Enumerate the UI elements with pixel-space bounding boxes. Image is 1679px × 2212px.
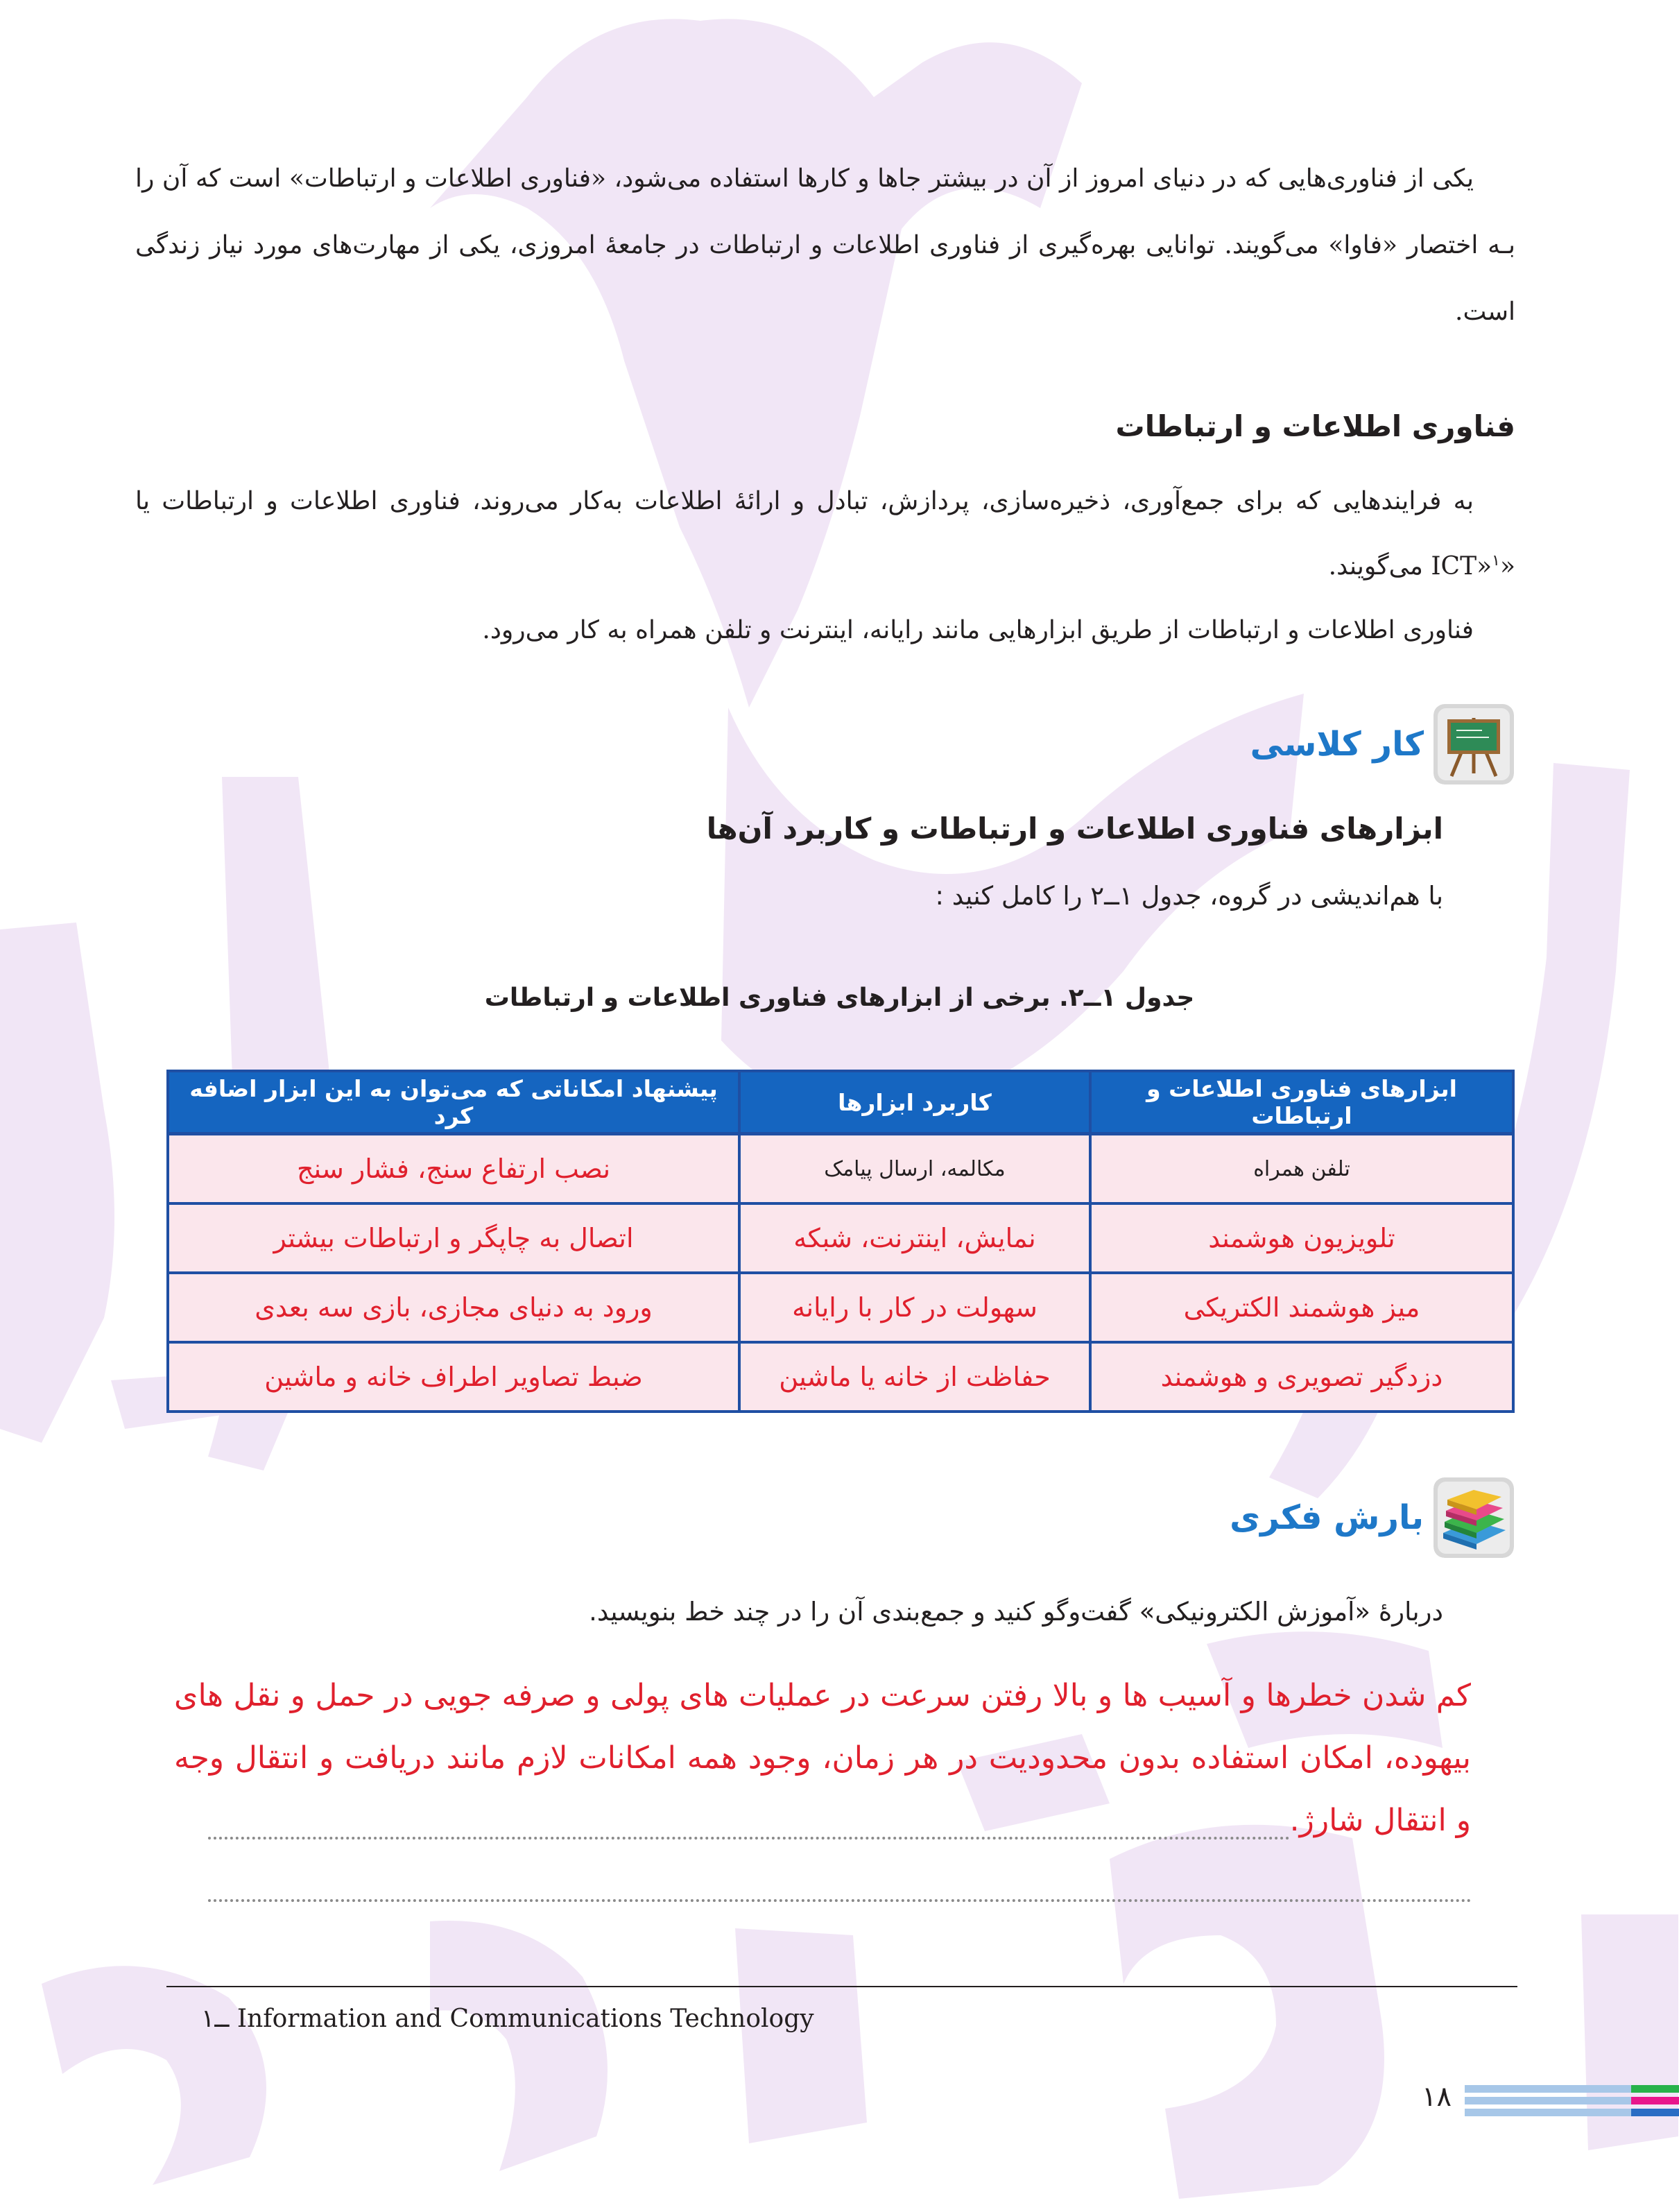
header-tools: ابزارهای فناوری اطلاعات و ارتباطات bbox=[1090, 1071, 1513, 1134]
intro-paragraph: یکی از فناوری‌هایی که در دنیای امروز از آن در بیشتر جاها و کارها استفاده می‌شود، «فناوری اطلاعات و ارتباطات» است که آن را بـه اختصار «فاوا» می‌گویند. توانایی بهره‌گیری از فناوری اطلاعات و ارتباطات در جامعهٔ امروزی، یکی از مهارت‌های مورد نیاز زندگی است. bbox=[135, 164, 1515, 326]
brainstorm-title bbox=[1230, 1477, 1514, 1558]
table-cell: تلویزیون هوشمند bbox=[1090, 1203, 1513, 1273]
table-cell: دزدگیر تصویری و هوشمند bbox=[1090, 1342, 1513, 1412]
classwork-title-text: کار کلاسی bbox=[1250, 725, 1424, 764]
page-number: ۱۸ bbox=[1422, 2081, 1452, 2113]
classwork-title bbox=[1250, 704, 1514, 785]
table-cell: نصب ارتفاع سنج، فشار سنج bbox=[168, 1134, 739, 1204]
table-row bbox=[168, 1203, 1513, 1273]
section-heading: فناوری اطلاعات و ارتباطات bbox=[1115, 409, 1515, 443]
definition-end: می‌گویند. bbox=[1328, 552, 1431, 581]
answer-dotted-line bbox=[208, 1899, 1472, 1902]
header-usage: کاربرد ابزارها bbox=[739, 1071, 1090, 1134]
footnote bbox=[201, 2005, 814, 2033]
easel-chalkboard-icon bbox=[1433, 704, 1514, 785]
classwork-instruction: با هم‌اندیشی در گروه، جدول ۱ــ۲ را کامل کنید : bbox=[935, 881, 1443, 911]
brainstorm-answer[interactable]: کم شدن خطرها و آسیب ها و بالا رفتن سرعت در عملیات های پولی و صرفه جویی در حمل و نقل های بیهوده، امکان استفاده بدون محدودیت در هر زمان، وجود همه امکانات لازم مانند دریافت و انتقال وجه و انتقال شارژ. bbox=[174, 1678, 1471, 1838]
table-cell: میز هوشمند الکتریکی bbox=[1090, 1273, 1513, 1342]
answer-dotted-line bbox=[208, 1837, 1290, 1840]
table-cell: تلفن همراه bbox=[1090, 1134, 1513, 1204]
brainstorm-title-text: بارش فکری bbox=[1230, 1498, 1424, 1537]
brainstorm-instruction: دربارهٔ «آموزش الکترونیکی» گفت‌وگو کنید و جمع‌بندی آن را در چند خط بنویسید. bbox=[589, 1597, 1443, 1627]
footnote-marker: ۱ bbox=[1492, 552, 1500, 569]
tools-paragraph: فناوری اطلاعات و ارتباطات از طریق ابزارهایی مانند رایانه، اینترنت و تلفن همراه به کار می‌رود. bbox=[482, 616, 1474, 644]
header-suggestions: پیشنهاد امکاناتی که می‌توان به این ابزار اضافه کرد bbox=[168, 1071, 739, 1134]
table-cell: نمایش، اینترنت، شبکه bbox=[739, 1203, 1090, 1273]
table-cell: مکالمه، ارسال پیامک bbox=[739, 1134, 1090, 1204]
table-row bbox=[168, 1134, 1513, 1204]
table-cell: سهولت در کار با رایانه bbox=[739, 1273, 1090, 1342]
classwork-heading: ابزارهای فناوری اطلاعات و ارتباطات و کاربرد آن‌ها bbox=[706, 812, 1443, 846]
footnote-divider bbox=[166, 1986, 1517, 1987]
table-cell: ورود به دنیای مجازی، بازی سه بعدی bbox=[168, 1273, 739, 1342]
table-row bbox=[168, 1273, 1513, 1342]
table-cell: حفاظت از خانه یا ماشین bbox=[739, 1342, 1090, 1412]
table-row bbox=[168, 1342, 1513, 1412]
definition-paragraph bbox=[135, 472, 1515, 597]
table-cell: ضبط تصاویر اطراف خانه و ماشین bbox=[168, 1342, 739, 1412]
page-corner-bars bbox=[1465, 2085, 1679, 2120]
stacked-books-icon bbox=[1433, 1477, 1514, 1558]
footnote-number: ۱ــ bbox=[201, 2005, 230, 2033]
table-header-row bbox=[168, 1071, 1513, 1134]
table-caption: جدول ۱ــ۲. برخی از ابزارهای فناوری اطلاعات و ارتباطات bbox=[484, 984, 1195, 1012]
definition-text: به فرایندهایی که برای جمع‌آوری، ذخیره‌سازی، پردازش، تبادل و ارائهٔ اطلاعات به‌کار می‌روند، فناوری اطلاعات و ارتباطات یا «ICT» bbox=[135, 487, 1515, 581]
table-cell: اتصال به چاپگر و ارتباطات بیشتر bbox=[168, 1203, 739, 1273]
footnote-text: Information and Communications Technology bbox=[236, 2005, 814, 2033]
ict-tools-table bbox=[166, 1070, 1515, 1413]
